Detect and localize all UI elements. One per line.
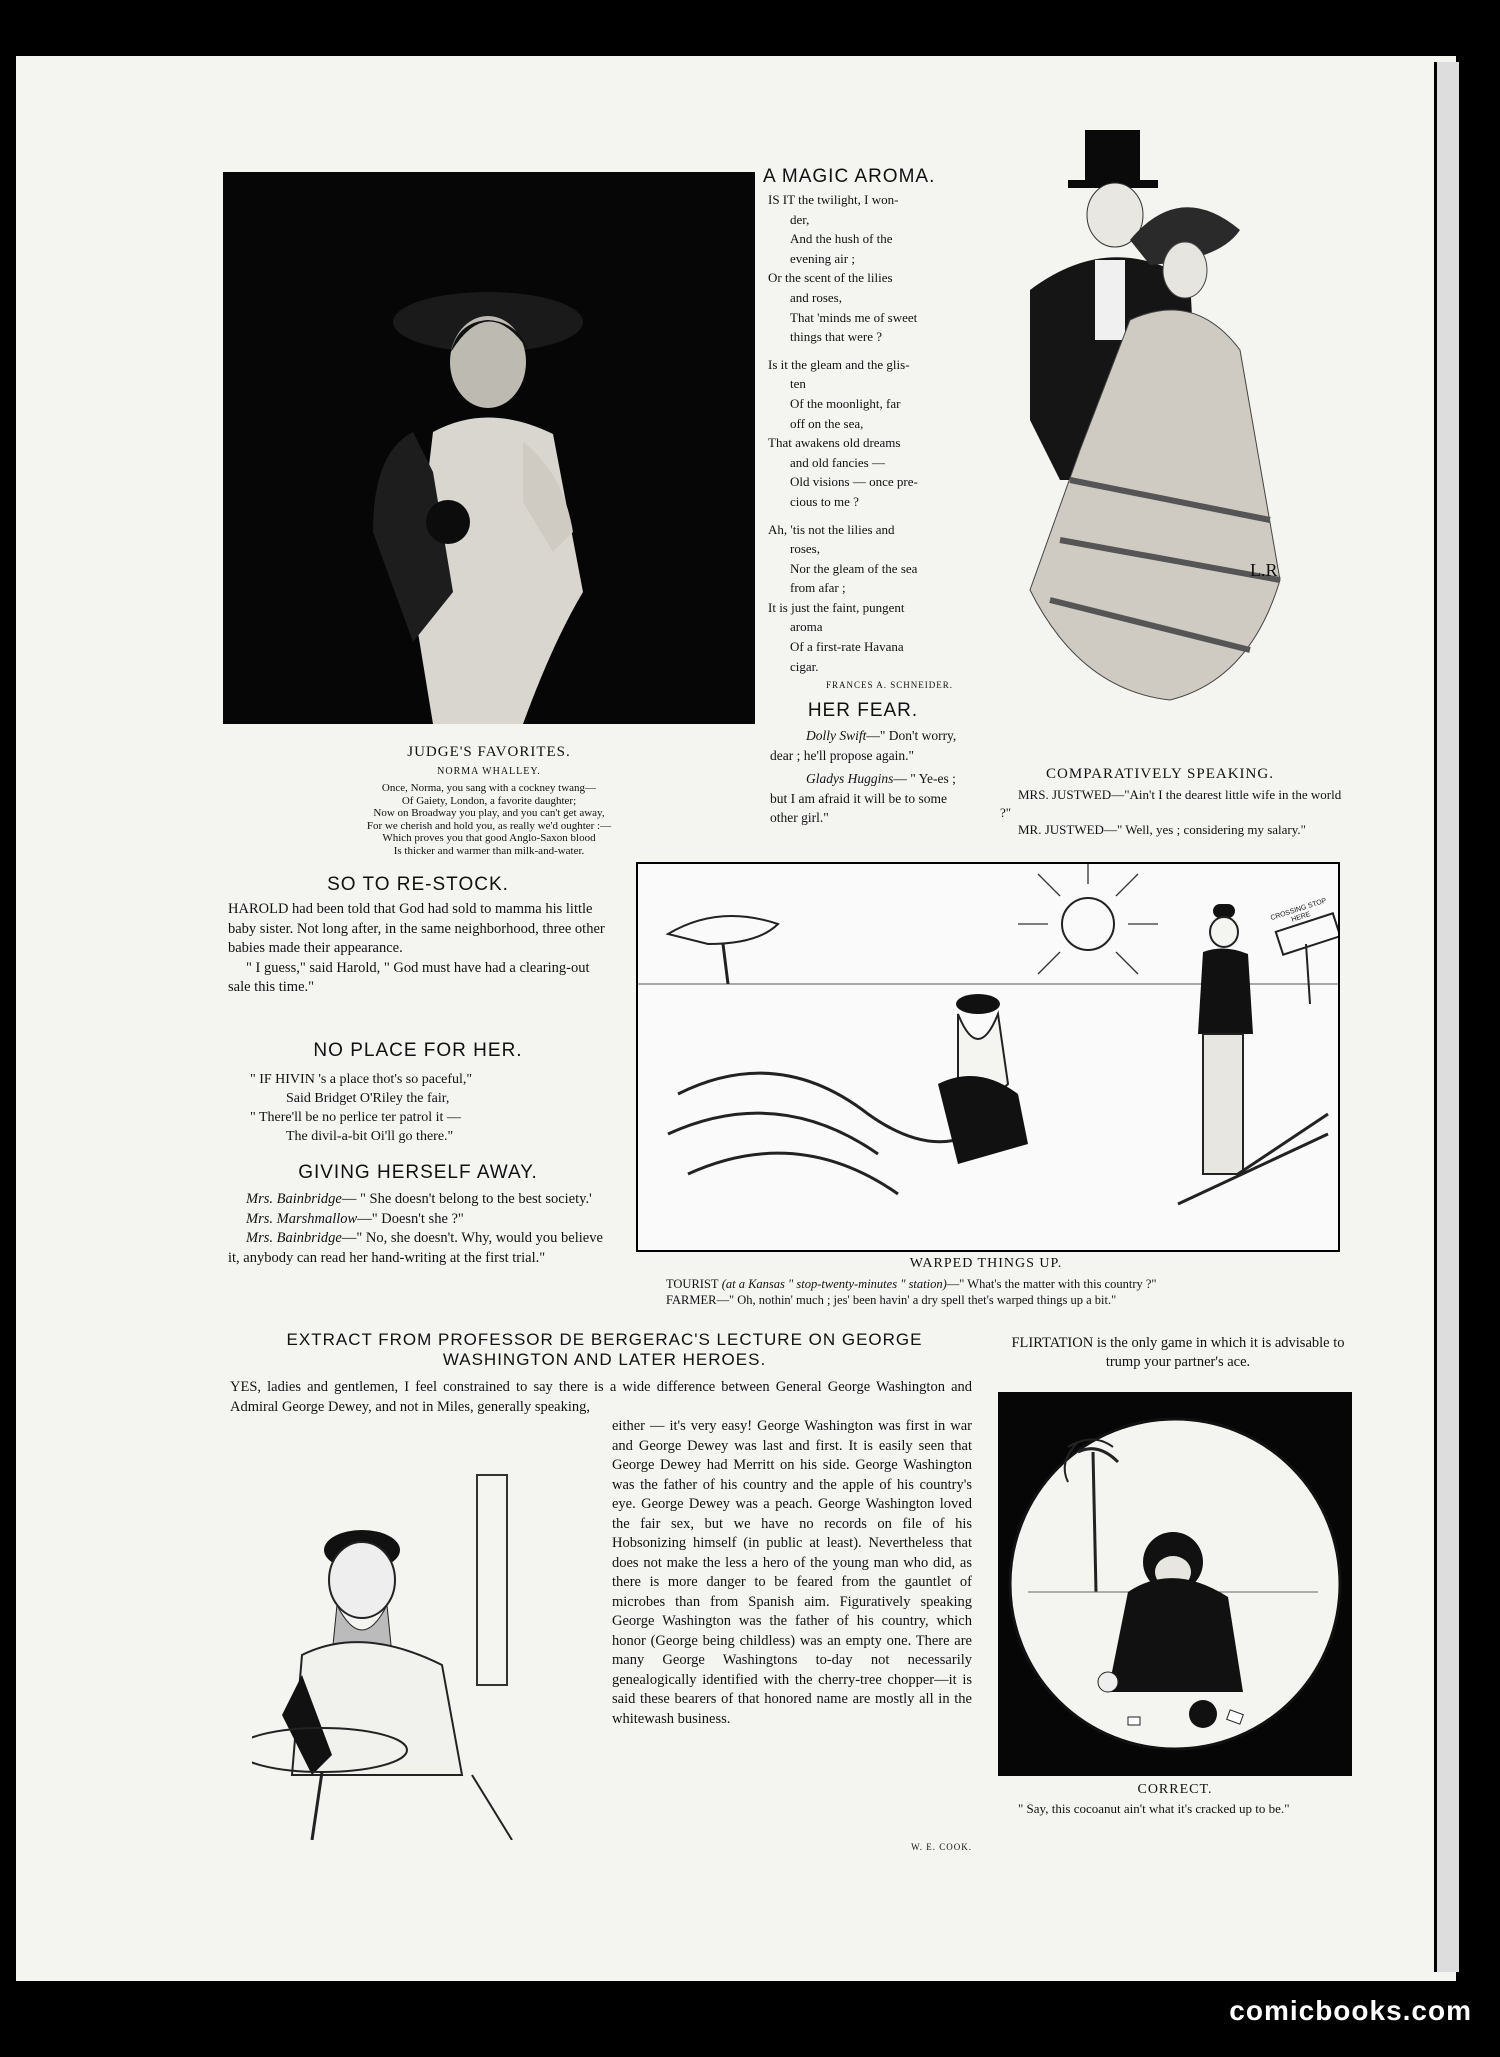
comparatively-title: COMPARATIVELY SPEAKING. [1046,766,1274,782]
dialogue: —" Well, yes ; considering my salary." [1103,822,1306,837]
lr-signature: L.R [1250,560,1278,580]
giving-away-title: GIVING HERSELF AWAY. [298,1162,538,1183]
poem-line: aroma [790,619,823,635]
speaker: Dolly Swift [806,728,867,743]
magic-aroma-poem [768,190,960,676]
speaker: Mrs. Bainbridge [246,1191,342,1207]
poem-line: That awakens old dreams [768,435,901,451]
dialogue: — " Ye-es ; but I am afraid it will be to some other girl." [770,771,956,825]
poem-line: Nor the gleam of the sea [790,560,918,576]
poem-stanza [768,355,960,512]
poem-line: Or the scent of the lilies [768,270,893,286]
restock-text [228,900,610,998]
verse-line: Of Gaiety, London, a favorite daughter; [401,794,577,807]
warped-things-cartoon [636,862,1340,1252]
poem-line: IS IT the twilight, I won- [768,192,899,207]
poem-line: der, [790,211,810,227]
lecture-author: W. E. COOK. [911,1842,972,1852]
comparatively-text [1000,786,1342,839]
poem-line: Ah, 'tis not the lilies and [768,521,895,537]
washington-illustration [252,1455,582,1840]
monkey-cartoon [998,1392,1352,1776]
giving-away-text [228,1190,612,1268]
verse-line: Now on Broadway you play, and you can't get away, [373,807,605,819]
poem-line: Is it the gleam and the glis- [768,356,910,372]
poem-line: cious to me ? [790,493,859,509]
verse-line: Said Bridget O'Riley the fair, [286,1091,450,1106]
no-place-title: NO PLACE FOR HER. [313,1040,523,1061]
site-watermark: comicbooks.com [1229,1995,1472,2026]
verse-line: Once, Norma, you sang with a cockney twang— [381,782,597,794]
poem-line: cigar. [790,658,819,674]
restock-paragraph-2: " I guess," said Harold, " God must have had a clearing-out sale this time." [228,959,590,995]
poem-line: That 'minds me of sweet [790,309,918,325]
next-page-edge [1434,62,1459,1972]
crossing-sign: CROSSING STOP HERE [1269,897,1328,924]
dialogue: —" Doesn't she ?" [357,1210,464,1227]
verse-line: " There'll be no perlice ter patrol it — [250,1110,461,1125]
poem-line: from afar ; [790,580,846,596]
stage-direction: (at a Kansas " stop-twenty-minutes " station) [721,1277,947,1291]
verse-line: The divil-a-bit Oi'll go there." [286,1129,454,1144]
poem-line: ten [790,376,806,392]
restock-title: SO TO RE-STOCK. [327,874,509,895]
correct-text: " Say, this cocoanut ain't what it's cracked up to be." [1018,1801,1290,1816]
lecture-title-line: WASHINGTON AND LATER HEROES. [442,1350,767,1369]
speaker: Mrs. Bainbridge [246,1230,342,1246]
speaker: MRS. JUSTWED [1018,787,1112,802]
speaker: MR. JUSTWED [1018,822,1104,837]
lecture-title [222,1330,987,1370]
poem-line: evening air ; [790,250,855,266]
lecture-title-line: EXTRACT FROM PROFESSOR DE BERGERAC'S LECTURE ON GEORGE [286,1330,923,1349]
poem-line: off on the sea, [790,415,864,431]
dialogue: —" What's the matter with this country ?" [946,1277,1157,1291]
poem-line: It is just the faint, pungent [768,599,905,615]
poem-line: roses, [790,541,820,557]
dialogue: — " She doesn't belong to the best society.' [341,1191,592,1207]
speaker: Gladys Huggins [806,771,894,786]
warped-title: WARPED THINGS UP. [909,1256,1063,1271]
poem-stanza [768,520,960,677]
norma-whalley-photo [223,172,755,724]
speaker: Mrs. Marshmallow [246,1210,358,1227]
poem-line: Of the moonlight, far [790,395,901,411]
no-place-verse [250,1070,590,1146]
judges-favorites-title: JUDGE'S FAVORITES. [407,744,571,760]
dialogue: —" No, she doesn't. Why, would you believe it, anybody can read her hand-writing at the first trial." [228,1230,603,1266]
magic-aroma-author: FRANCES A. SCHNEIDER. [825,680,953,690]
poem-line: Of a first-rate Havana [790,639,904,655]
restock-paragraph-1: HAROLD had been told that God had sold to mamma his little baby sister. Not long after, in the same neighborhood, three other babies made their appearance. [228,901,605,956]
verse-line: Which proves you that good Anglo-Saxon blood [382,832,596,844]
dialogue: —" Don't worry, dear ; he'll propose again." [770,728,957,763]
poem-line: And the hush of the [790,231,893,247]
flirtation-text: FLIRTATION is the only game in which it is advisable to trump your partner's ace. [1011,1335,1345,1370]
judges-favorites-verse [223,782,755,857]
magic-aroma-title: A MAGIC AROMA. [763,166,936,187]
poem-line: and roses, [790,289,842,305]
poem-stanza [768,190,960,347]
poem-line: things that were ? [790,329,883,345]
correct-title: CORRECT. [1137,1782,1213,1797]
warped-caption [666,1276,1356,1308]
verse-line: For we cherish and hold you, as really we'd oughter :— [366,819,612,832]
speaker: FARMER [666,1293,717,1307]
dialogue: —"Ain't I the dearest little wife in the world ?" [1000,787,1342,820]
dialogue: —" Oh, nothin' much ; jes' been havin' a dry spell thet's warped things up a bit." [716,1293,1117,1307]
judges-favorites-subject: NORMA WHALLEY. [437,766,541,777]
verse-line: " IF HIVIN 's a place thot's so paceful," [250,1072,473,1087]
lecture-body: either — it's very easy! George Washington was first in war and George Dewey was last and first. It is easily seen that George Dewey had Merritt on his side. George Washington was the father of his country and the apple of his country's eye. George Dewey was a peach. George Washington loved the fair sex, but we have no records on file of his Hobsonizing himself (in public at least). Nevertheless that does not make the less a hero of the young man who did, as there is more danger to be feared from the gauntlet of microbes than from Spanish aim. Figuratively speaking George Washington was the father of his country, which honor (George being childless) was an empty one. There are many George Washingtons to-day not necessarily genealogically identified with the cherry-tree chopper—it is said these bearers of that honored name are mostly all in the whitewash business. [612,1418,972,1727]
couple-illustration [990,120,1325,760]
speaker: TOURIST [666,1277,719,1291]
her-fear-text [770,726,965,828]
poem-line: and old fancies — [790,454,885,470]
poem-line: Old visions — once pre- [790,474,918,490]
verse-line: Is thicker and warmer than milk-and-water. [393,844,585,857]
her-fear-title: HER FEAR. [807,700,919,721]
lecture-intro: YES, ladies and gentlemen, I feel constrained to say there is a wide difference between General George Washington and Admiral George Dewey, and not in Miles, generally speaking, [230,1379,972,1415]
